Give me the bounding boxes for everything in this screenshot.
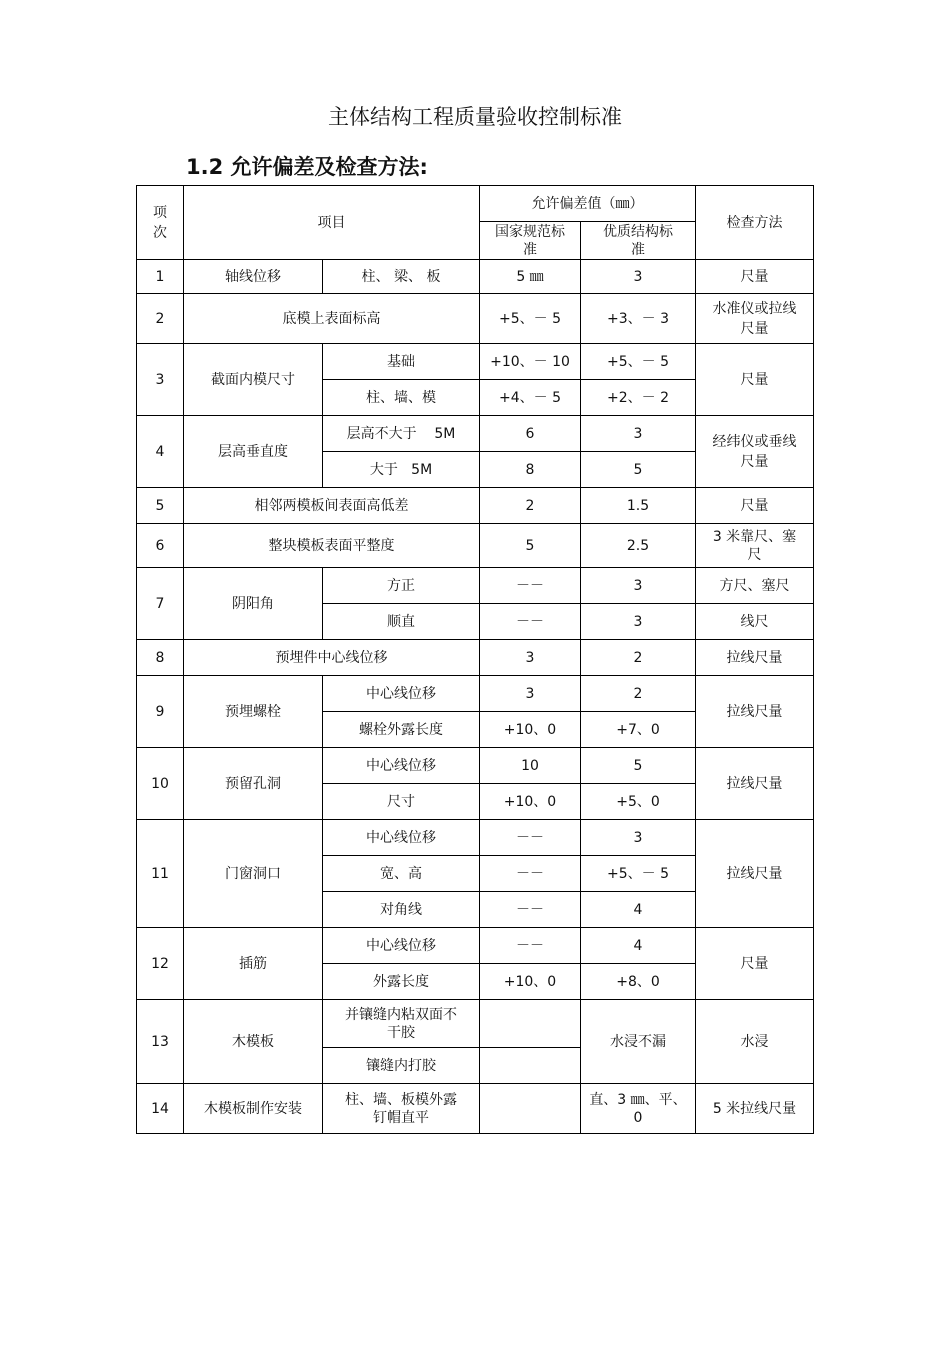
row-item: 木模板制作安装 [184,1084,323,1134]
row-national: －－ [480,928,581,964]
row-item: 插筋 [184,928,323,1000]
header-national: 国家规范标 准 [480,222,581,260]
row-item: 木模板 [184,1000,323,1084]
row-subitem: 螺栓外露长度 [323,712,480,748]
header-item: 项目 [184,186,480,260]
row-national: 3 [480,640,581,676]
row-quality: +5、－ 5 [581,856,696,892]
header-tolerance: 允许偏差值（㎜） [480,186,696,222]
row-national: 5 [480,524,581,568]
row-quality: +7、0 [581,712,696,748]
row-index: 4 [137,416,184,488]
row-method: 尺量 [696,928,814,1000]
table-row [137,640,814,676]
row-index: 12 [137,928,184,1000]
row-national: 5 ㎜ [480,260,581,294]
row-subitem: 外露长度 [323,964,480,1000]
row-national: 2 [480,488,581,524]
row-method: 拉线尺量 [696,640,814,676]
row-index: 8 [137,640,184,676]
row-quality: 直、3 ㎜、平、 0 [581,1084,696,1134]
row-subitem: 大于 5M [323,452,480,488]
tolerance-table [136,185,814,1134]
row-method: 拉线尺量 [696,676,814,748]
row-national: +5、－ 5 [480,294,581,344]
row-subitem: 中心线位移 [323,928,480,964]
row-national: +10、0 [480,712,581,748]
row-subitem: 中心线位移 [323,820,480,856]
row-quality: 5 [581,748,696,784]
row-quality: 2 [581,640,696,676]
row-subitem: 柱、 梁、 板 [323,260,480,294]
row-national: 8 [480,452,581,488]
document-title: 主体结构工程质量验收控制标准 [328,105,622,129]
row-national [480,1048,581,1084]
row-quality: 3 [581,820,696,856]
row-quality: 3 [581,568,696,604]
row-subitem: 镶缝内打胶 [323,1048,480,1084]
row-method: 拉线尺量 [696,820,814,928]
row-national: +10、－ 10 [480,344,581,380]
table-row [137,294,814,344]
row-item: 轴线位移 [184,260,323,294]
row-subitem: 顺直 [323,604,480,640]
row-quality: 1.5 [581,488,696,524]
table-row [137,748,814,784]
row-national: 6 [480,416,581,452]
row-index: 2 [137,294,184,344]
table-row [137,676,814,712]
row-quality: 2.5 [581,524,696,568]
table-row [137,928,814,964]
row-quality: 3 [581,604,696,640]
row-national: 10 [480,748,581,784]
row-method: 尺量 [696,488,814,524]
table-row [137,416,814,452]
row-quality: 3 [581,260,696,294]
row-national: +10、0 [480,964,581,1000]
row-subitem: 层高不大于 5M [323,416,480,452]
row-index: 3 [137,344,184,416]
table-row [137,524,814,568]
row-quality: +2、－ 2 [581,380,696,416]
row-subitem: 方正 [323,568,480,604]
row-item: 门窗洞口 [184,820,323,928]
section-heading: 1.2 允许偏差及检查方法: [186,155,428,179]
row-method: 经纬仪或垂线 尺量 [696,416,814,488]
row-method: 拉线尺量 [696,748,814,820]
table-row [137,568,814,604]
row-index: 9 [137,676,184,748]
row-national: －－ [480,820,581,856]
row-item: 整块模板表面平整度 [184,524,480,568]
row-index: 14 [137,1084,184,1134]
table-row [137,1084,814,1134]
row-quality: 3 [581,416,696,452]
row-subitem: 宽、高 [323,856,480,892]
row-quality: 5 [581,452,696,488]
row-quality: 4 [581,928,696,964]
row-subitem: 中心线位移 [323,748,480,784]
row-quality: 4 [581,892,696,928]
row-item: 阴阳角 [184,568,323,640]
row-subitem: 对角线 [323,892,480,928]
row-quality: 2 [581,676,696,712]
row-method: 水准仪或拉线 尺量 [696,294,814,344]
row-method: 5 米拉线尺量 [696,1084,814,1134]
row-quality: 水浸不漏 [581,1000,696,1084]
table-row [137,344,814,380]
row-method: 线尺 [696,604,814,640]
header-index: 项 次 [137,186,184,260]
row-national: －－ [480,856,581,892]
row-item: 截面内模尺寸 [184,344,323,416]
header-method: 检查方法 [696,186,814,260]
table-row [137,488,814,524]
row-item: 层高垂直度 [184,416,323,488]
row-index: 5 [137,488,184,524]
row-item: 相邻两模板间表面高低差 [184,488,480,524]
row-national [480,1084,581,1134]
table-row [137,260,814,294]
row-item: 底模上表面标高 [184,294,480,344]
row-subitem: 基础 [323,344,480,380]
row-quality: +8、0 [581,964,696,1000]
table-row [137,820,814,856]
row-index: 11 [137,820,184,928]
row-national [480,1000,581,1048]
row-subitem: 柱、墙、板模外露 钉帽直平 [323,1084,480,1134]
row-index: 13 [137,1000,184,1084]
row-subitem: 柱、墙、模 [323,380,480,416]
row-national: +10、0 [480,784,581,820]
row-national: +4、－ 5 [480,380,581,416]
row-item: 预埋螺栓 [184,676,323,748]
row-method: 方尺、塞尺 [696,568,814,604]
row-method: 水浸 [696,1000,814,1084]
row-quality: +5、0 [581,784,696,820]
row-national: －－ [480,892,581,928]
row-national: －－ [480,568,581,604]
row-subitem: 尺寸 [323,784,480,820]
row-index: 1 [137,260,184,294]
row-quality: +3、－ 3 [581,294,696,344]
row-index: 10 [137,748,184,820]
row-national: 3 [480,676,581,712]
row-quality: +5、－ 5 [581,344,696,380]
row-method: 尺量 [696,260,814,294]
header-quality: 优质结构标 准 [581,222,696,260]
row-national: －－ [480,604,581,640]
row-method: 3 米靠尺、塞 尺 [696,524,814,568]
row-method: 尺量 [696,344,814,416]
table-row [137,1000,814,1048]
row-subitem: 并镶缝内粘双面不 干胶 [323,1000,480,1048]
row-subitem: 中心线位移 [323,676,480,712]
row-index: 6 [137,524,184,568]
row-index: 7 [137,568,184,640]
row-item: 预留孔洞 [184,748,323,820]
row-item: 预埋件中心线位移 [184,640,480,676]
